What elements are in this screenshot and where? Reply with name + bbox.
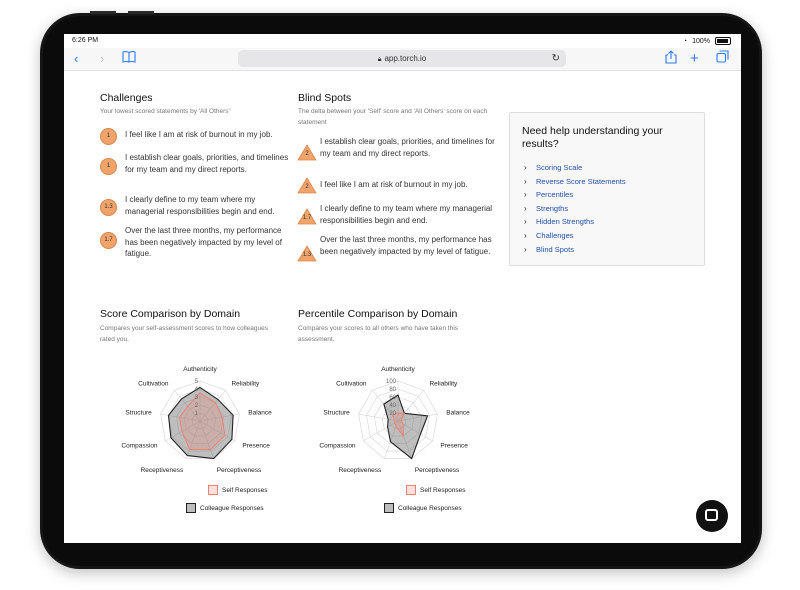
wifi-icon: ◔ xyxy=(682,37,688,45)
legend-label: Self Responses xyxy=(420,486,466,494)
tick-label: 100 xyxy=(385,379,396,385)
score-badge: 1 xyxy=(100,158,117,175)
share-icon[interactable] xyxy=(665,50,677,69)
help-link-label: Challenges xyxy=(536,230,574,240)
challenge-item xyxy=(100,152,295,175)
help-link-label: Scoring Scale xyxy=(536,163,583,172)
chat-icon xyxy=(705,509,718,521)
delta-badge xyxy=(297,208,317,225)
legend-label: Colleague Responses xyxy=(200,504,264,512)
challenge-item xyxy=(100,128,295,145)
challenge-text: I clearly define to my team where my managerial responsibilities begin and end. xyxy=(125,195,275,216)
help-link-label: Reverse Score Statements xyxy=(536,176,626,186)
challenge-text: I feel like I am at risk of burnout in my job. xyxy=(125,130,273,139)
delta-value: 2 xyxy=(305,184,309,190)
blindspot-text: I establish clear goals, priorities, and timelines for my team and my direct reports. xyxy=(320,137,495,158)
delta-badge xyxy=(297,245,317,262)
help-link-label: Blind Spots xyxy=(536,244,574,254)
legend-label: Self Responses xyxy=(222,486,268,494)
blindspot-text: I clearly define to my team where my managerial responsibilities begin and end. xyxy=(320,204,493,225)
help-panel xyxy=(509,112,705,266)
page-content xyxy=(64,71,741,543)
percentile-radar-chart xyxy=(298,354,498,484)
delta-badge xyxy=(297,144,317,161)
help-link-reverse-score[interactable] xyxy=(524,175,626,189)
help-link-percentiles[interactable] xyxy=(524,188,626,202)
url-text: app.torch.io xyxy=(384,54,427,63)
axis-label: Cultivation xyxy=(336,380,367,388)
axis-label: Cultivation xyxy=(138,380,169,388)
reload-icon[interactable]: ↻ xyxy=(551,53,560,64)
delta-value: 2 xyxy=(305,151,309,157)
browser-toolbar xyxy=(64,48,741,71)
blindspots-subtitle: The delta between your 'Self' score and 'All Others' score on each statement xyxy=(298,108,488,126)
forward-icon[interactable]: › xyxy=(100,51,105,66)
delta-badge xyxy=(297,177,317,194)
axis-label: Presence xyxy=(440,442,468,450)
help-link-blind-spots[interactable] xyxy=(524,243,626,257)
score-badge: 1 xyxy=(100,128,117,145)
axis-label: Balance xyxy=(446,409,470,417)
help-link-label: Strengths xyxy=(536,203,569,213)
battery-percent: 100% xyxy=(692,37,710,45)
score-radar-chart xyxy=(100,354,300,484)
chevron-right-icon: › xyxy=(524,217,527,227)
legend-swatch xyxy=(406,485,416,495)
legend-self xyxy=(406,485,466,495)
score-badge: 1.7 xyxy=(100,232,117,249)
chevron-right-icon: › xyxy=(524,190,527,200)
help-title: Need help understanding your results? xyxy=(522,125,663,150)
status-time: 6:26 PM xyxy=(72,37,99,44)
score-chart-title: Score Comparison by Domain xyxy=(100,308,241,320)
axis-label: Compassion xyxy=(319,442,356,450)
screen xyxy=(64,34,741,543)
tick-label: 1 xyxy=(194,411,198,417)
help-link-hidden-strengths[interactable] xyxy=(524,215,626,229)
blindspot-item xyxy=(297,234,497,262)
back-icon[interactable]: ‹ xyxy=(74,51,79,66)
legend-colleague xyxy=(384,503,462,513)
challenge-text: I establish clear goals, priorities, and timelines for my team and my direct reports. xyxy=(125,153,289,174)
score-badge: 1.3 xyxy=(100,199,117,216)
axis-label: Reliability xyxy=(231,380,260,388)
axis-label: Authenticity xyxy=(183,366,217,373)
legend-swatch xyxy=(186,503,196,513)
chat-button[interactable] xyxy=(696,500,728,532)
axis-label: Balance xyxy=(248,409,272,417)
legend-swatch xyxy=(384,503,394,513)
percentile-chart-title: Percentile Comparison by Domain xyxy=(298,308,458,320)
help-links xyxy=(524,161,626,256)
tablet-side-button xyxy=(128,11,154,14)
lock-icon: 🔒︎ xyxy=(377,56,382,63)
blindspot-item xyxy=(297,203,497,226)
blindspots-title: Blind Spots xyxy=(298,92,352,104)
chevron-right-icon: › xyxy=(524,244,527,254)
axis-label: Structure xyxy=(323,409,350,417)
tick-label: 80 xyxy=(389,387,396,393)
tick-label: 60 xyxy=(389,395,396,401)
axis-label: Receptiveness xyxy=(140,467,184,475)
tick-label: 2 xyxy=(194,403,198,409)
tick-label: 3 xyxy=(194,395,198,401)
challenge-item xyxy=(100,194,295,217)
axis-label: Reliability xyxy=(429,380,458,388)
help-link-challenges[interactable] xyxy=(524,229,626,243)
legend-label: Colleague Responses xyxy=(398,504,462,512)
axis-label: Perceptiveness xyxy=(216,467,262,475)
blindspot-item xyxy=(297,136,497,161)
chevron-right-icon: › xyxy=(524,163,527,172)
blindspot-text: I feel like I am at risk of burnout in my job. xyxy=(320,180,468,189)
legend-self xyxy=(208,485,268,495)
tablet-side-button xyxy=(90,11,116,14)
status-bar xyxy=(64,34,741,48)
percentile-chart-subtitle: Compares your scores to all others who have taken this assessment. xyxy=(298,325,459,343)
blindspot-item xyxy=(297,177,497,194)
chevron-right-icon: › xyxy=(524,176,527,186)
delta-value: 1.7 xyxy=(302,215,312,221)
tick-label: 5 xyxy=(194,379,198,385)
tick-label: 20 xyxy=(389,411,396,417)
tick-label: 40 xyxy=(389,403,396,409)
axis-label: Authenticity xyxy=(381,366,415,373)
help-link-label: Percentiles xyxy=(536,190,574,200)
axis-label: Compassion xyxy=(121,442,158,450)
axis-label: Structure xyxy=(125,409,152,417)
axis-label: Receptiveness xyxy=(338,467,382,475)
help-link-scoring-scale[interactable] xyxy=(524,161,626,175)
battery-icon xyxy=(715,37,731,45)
axis-label: Perceptiveness xyxy=(414,467,460,475)
chevron-right-icon: › xyxy=(524,230,527,240)
new-tab-icon[interactable]: + xyxy=(690,50,699,67)
address-bar[interactable] xyxy=(238,50,566,67)
challenges-title: Challenges xyxy=(100,92,153,104)
delta-value: 1.3 xyxy=(302,252,312,258)
blindspot-text: Over the last three months, my performance has been negatively impacted by my level of fatigue. xyxy=(320,235,492,256)
bookmarks-icon[interactable] xyxy=(122,50,136,68)
challenge-item xyxy=(100,225,295,260)
chevron-right-icon: › xyxy=(524,203,527,213)
score-chart-subtitle: Compares your self-assessment scores to how colleagues rated you. xyxy=(100,325,268,343)
challenge-text: Over the last three months, my performance has been negatively impacted by my level of fatigue. xyxy=(125,226,282,258)
legend-colleague xyxy=(186,503,264,513)
help-link-strengths[interactable] xyxy=(524,202,626,216)
axis-label: Presence xyxy=(242,442,270,450)
help-link-label: Hidden Strengths xyxy=(536,217,594,227)
legend-swatch xyxy=(208,485,218,495)
challenges-subtitle: Your lowest scored statements by 'All Others' xyxy=(100,108,230,115)
tick-label: 4 xyxy=(194,387,198,393)
tabs-icon[interactable] xyxy=(716,50,729,68)
status-right xyxy=(683,37,731,45)
